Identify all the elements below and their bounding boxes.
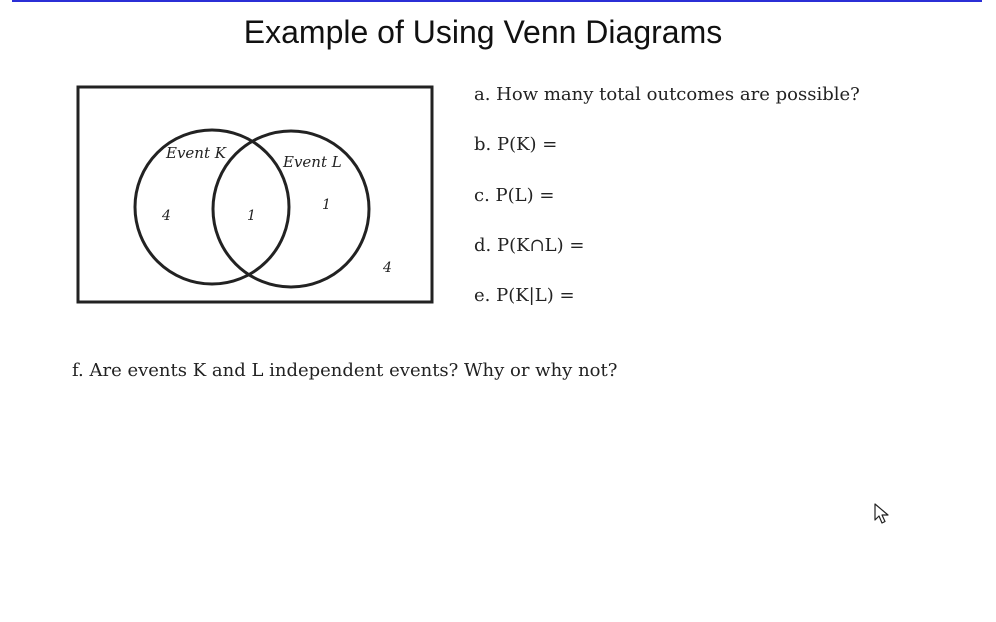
region-both: 1 — [247, 208, 256, 224]
question-d: d. P(K∩L) = — [474, 235, 585, 256]
region-only-k: 4 — [162, 208, 171, 224]
page-title: Example of Using Venn Diagrams — [243, 14, 723, 50]
venn-diagram — [76, 85, 436, 307]
region-outside: 4 — [383, 260, 392, 276]
question-a: a. How many total outcomes are possible? — [474, 84, 860, 105]
mouse-pointer-icon — [874, 503, 890, 525]
question-c: c. P(L) = — [474, 185, 555, 206]
top-accent-line — [12, 0, 982, 2]
question-b: b. P(K) = — [474, 134, 558, 155]
question-e: e. P(K|L) = — [474, 285, 575, 306]
region-only-l: 1 — [322, 197, 331, 213]
circle-l-label: Event L — [283, 153, 342, 171]
circle-k-label: Event K — [166, 144, 226, 162]
question-f: f. Are events K and L independent events? Why or why not? — [72, 360, 618, 381]
